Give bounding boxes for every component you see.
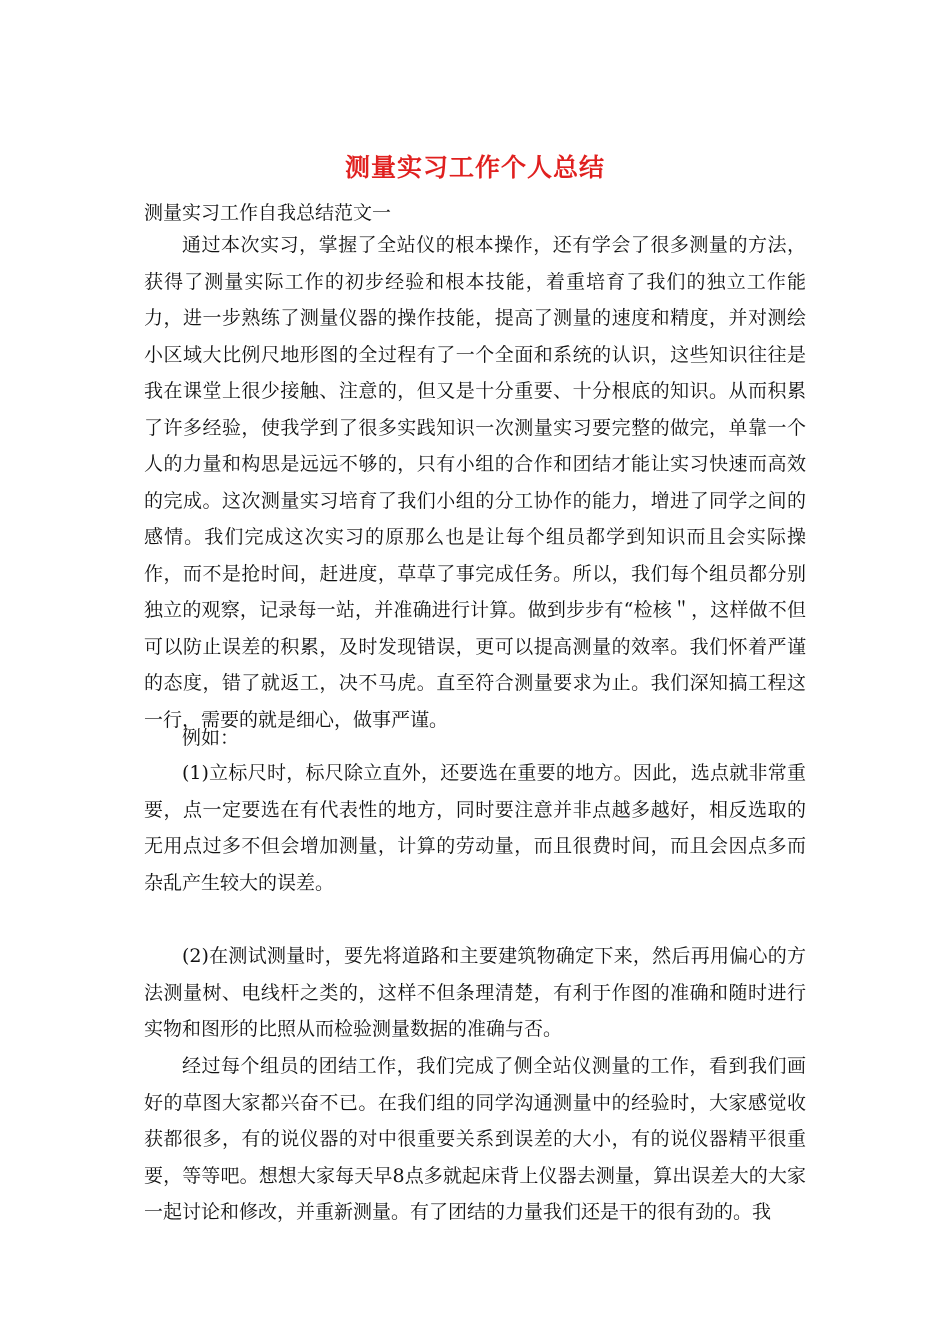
body-paragraph: (2)在测试测量时，要先将道路和主要建筑物确定下来，然后再用偏心的方法测量树、电线杆之类的，这样不但条理清楚，有利于作图的准确和随时进行实物和图形的比照从而检验测量数据的准确与否。 bbox=[144, 945, 806, 1040]
body-paragraph: (1)立标尺时，标尺除立直外，还要选在重要的地方。因此，选点就非常重要，点一定要选在有代表性的地方，同时要注意并非点越多越好，相反选取的无用点过多不但会增加测量，计算的劳动量，而且很费时间，而且会因点多而杂乱产生较大的误差。 bbox=[144, 762, 806, 894]
body-paragraph: 经过每个组员的团结工作，我们完成了侧全站仪测量的工作，看到我们画好的草图大家都兴奋不已。在我们组的同学沟通测量中的经验时，大家感觉收获都很多，有的说仪器的对中很重要关系到误差的大小，有的说仪器精平很重要，等等吧。想想大家每天早8点多就起床背上仪器去测量，算出误差大的大家一起讨论和修改，并重新测量。有了团结的力量我们还是干的很有劲的。我 bbox=[144, 1055, 806, 1223]
body-paragraph: 例如： bbox=[182, 727, 240, 749]
body-paragraph: 通过本次实习，掌握了全站仪的根本操作，还有学会了很多测量的方法，获得了测量实际工作的初步经验和根本技能，着重培育了我们的独立工作能力，进一步熟练了测量仪器的操作技能，提高了测量的速度和精度，并对测绘小区域大比例尺地形图的全过程有了一个全面和系统的认识，这些知识往往是我在课堂上很少接触、注意的，但又是十分重要、十分根底的知识。从而积累了许多经验，使我学到了很多实践知识一次测量实习要完整的做完，单靠一个人的力量和构思是远远不够的，只有小组的合作和团结才能让实习快速而高效的完成。这次测量实习培育了我们小组的分工协作的能力，增进了同学之间的感情。我们完成这次实习的原那么也是让每个组员都学到知识而且会实际操作，而不是抢时间，赶进度，草草了事完成任务。所以，我们每个组员都分别独立的观察，记录每一站，并准确进行计算。做到步步有“检核＂，这样做不但可以防止误差的积累，及时发现错误，更可以提高测量的效率。我们怀着严谨的态度，错了就返工，决不马虎。直至符合测量要求为止。我们深知搞工程这一行，需要的就是细心，做事严谨。 bbox=[144, 234, 806, 731]
page-title: 测量实习工作个人总结 bbox=[344, 153, 605, 182]
section-subtitle: 测量实习工作自我总结范文一 bbox=[144, 202, 392, 224]
